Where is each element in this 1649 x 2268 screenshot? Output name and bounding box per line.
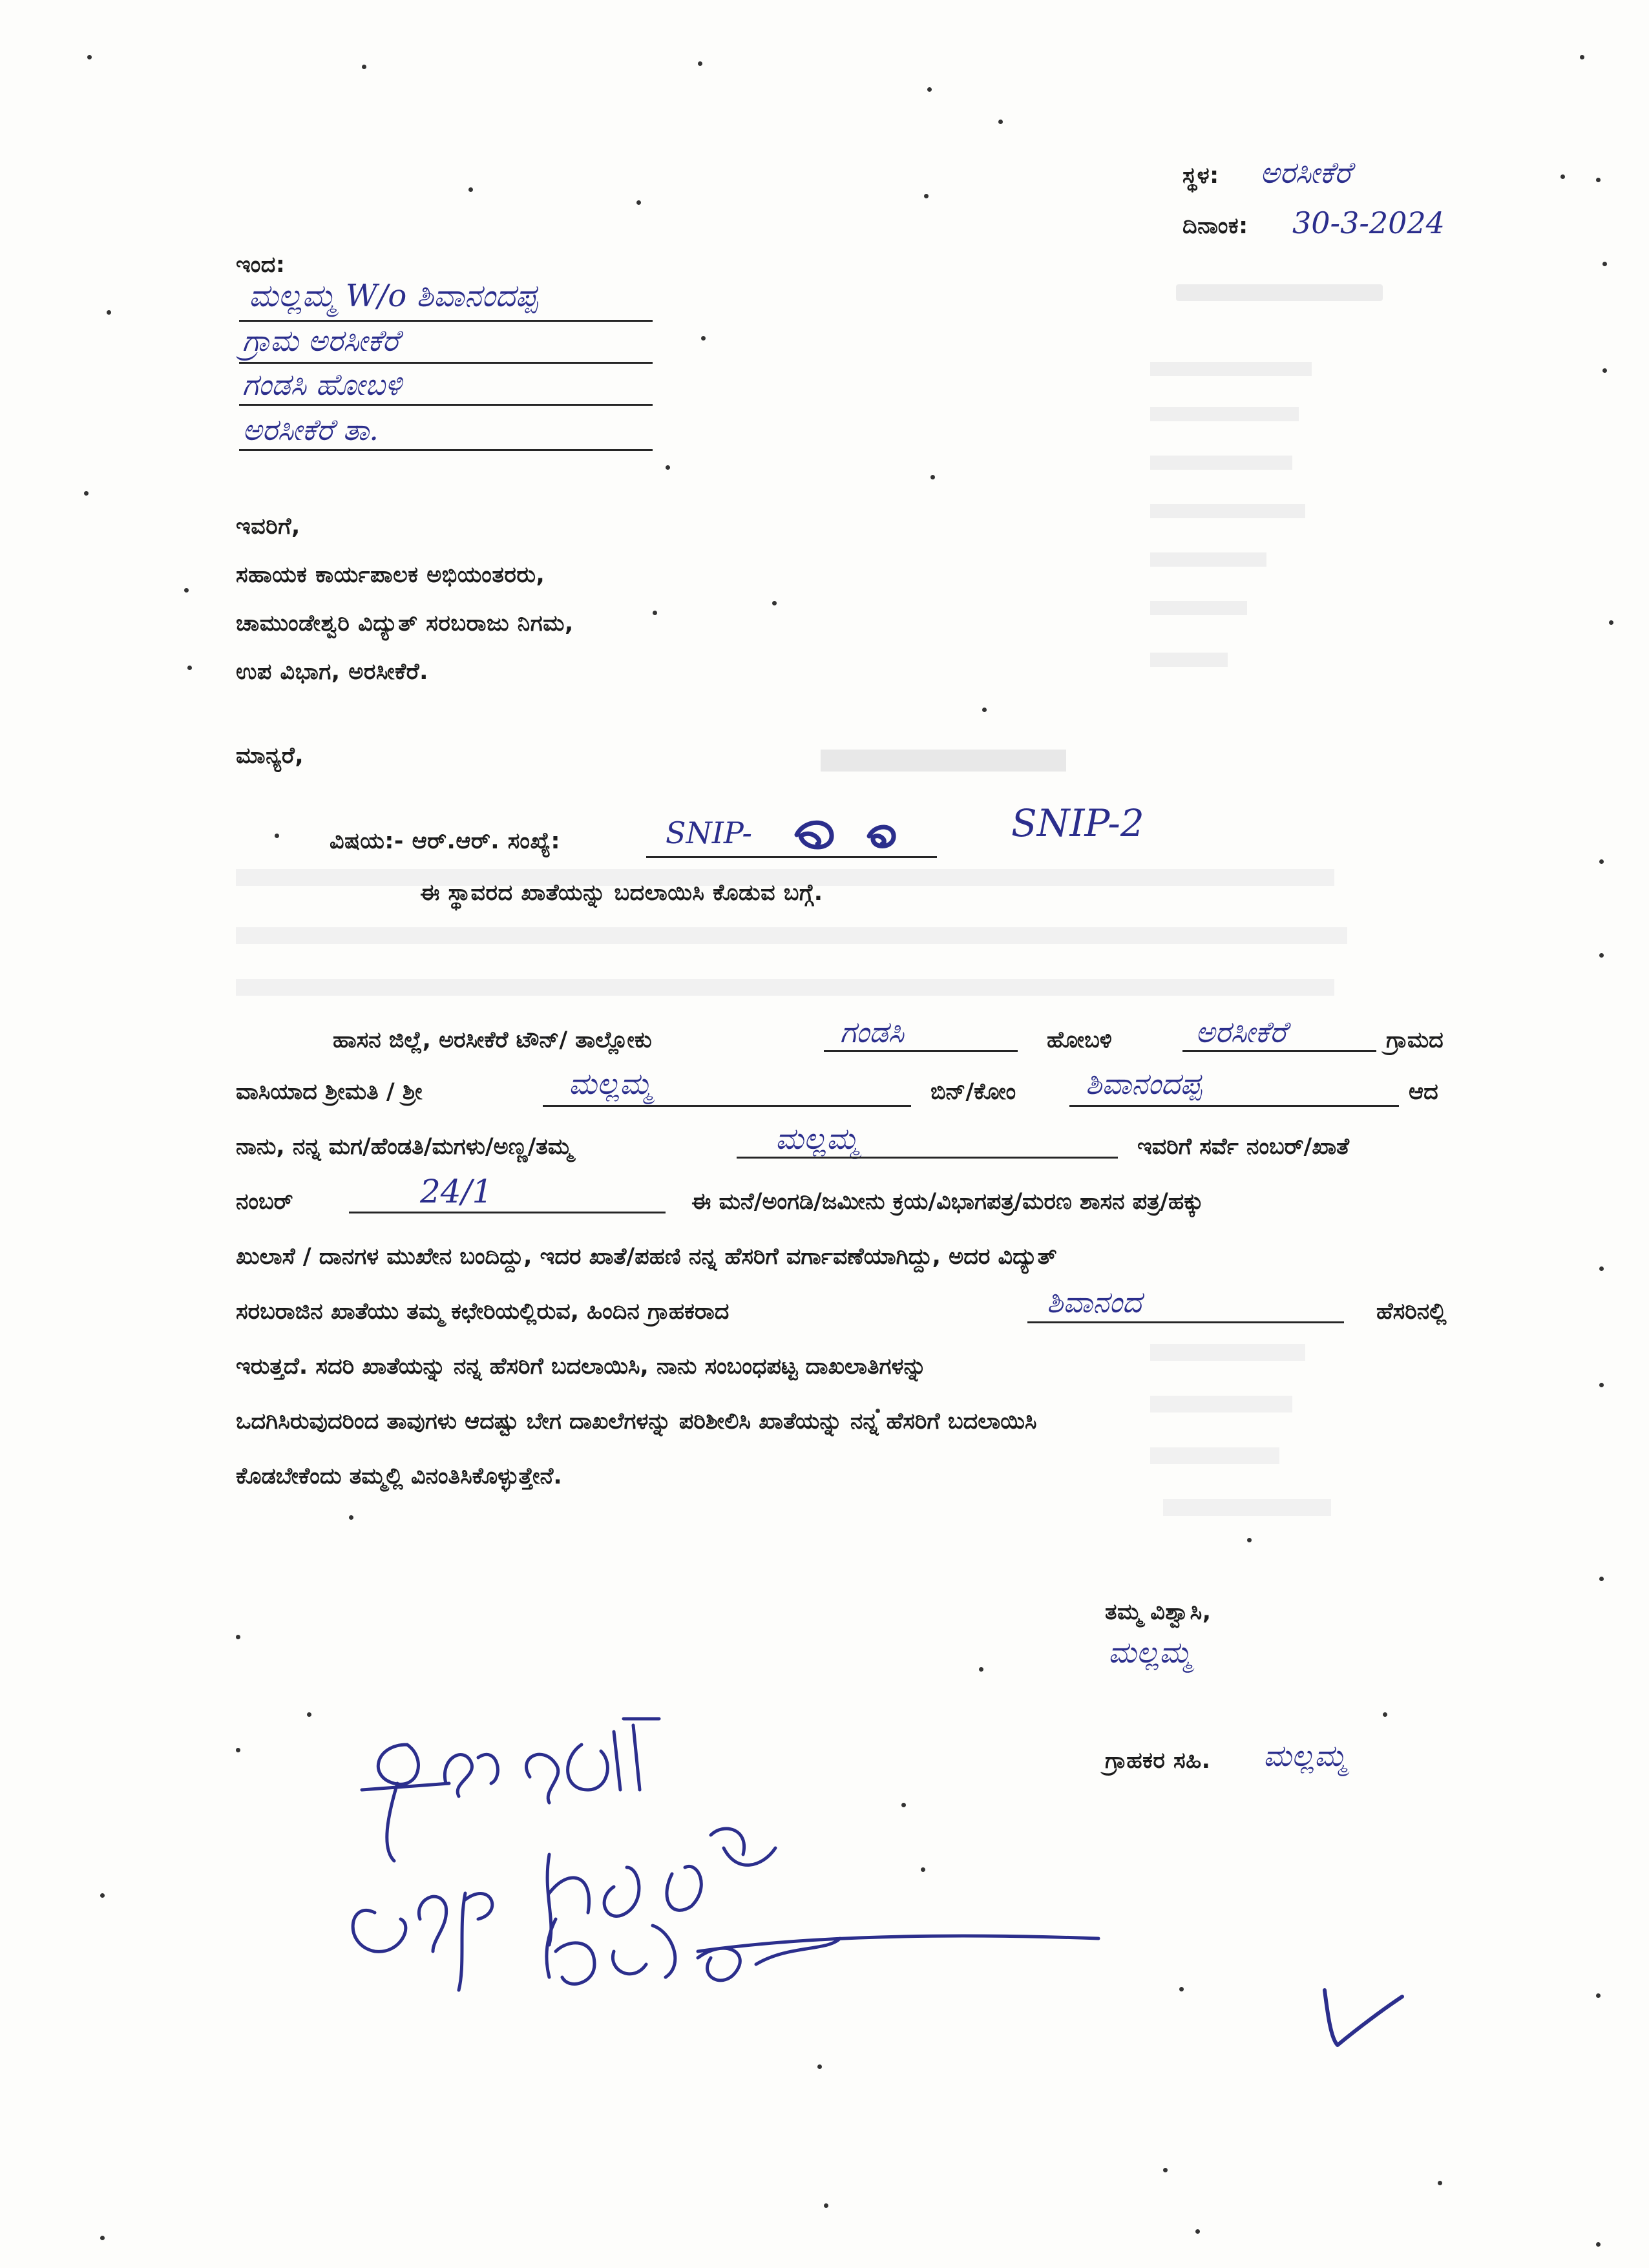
- body-line-1a: ಹಾಸನ ಜಿಲ್ಲೆ, ಅರಸೀಕೆರೆ ಟೌನ್/ ತಾಲ್ಲೋಕು: [333, 1027, 652, 1053]
- to-line-2: ಚಾಮುಂಡೇಶ್ವರಿ ವಿದ್ಯುತ್ ಸರಬರಾಜು ನಿಗಮ,: [236, 611, 574, 636]
- official-handwritten-endorsement: [336, 1706, 1111, 2016]
- place-label: ಸ್ಥಳ:: [1182, 163, 1219, 189]
- body-line-3a: ನಾನು, ನನ್ನ ಮಗ/ಹೆಂಡತಿ/ಮಗಳು/ಅಣ್ಣ/ತಮ್ಮ: [236, 1134, 572, 1160]
- body-line-1b: ಹೋಬಳಿ: [1047, 1027, 1112, 1053]
- from-underline-3: [239, 404, 653, 406]
- to-line-3: ಉಪ ವಿಭಾಗ, ಅರಸೀಕೆರೆ.: [236, 659, 428, 685]
- rr-number-corrected: SNIP-2: [1011, 801, 1144, 845]
- salutation: ಮಾನ್ಯರೆ,: [236, 743, 304, 769]
- relative-underline: [737, 1157, 1118, 1159]
- consumer-sign-value: ಮಲ್ಲಮ್ಮ: [1263, 1738, 1347, 1773]
- village-underline: [1182, 1050, 1376, 1052]
- rr-strikeout-scribble: [792, 815, 921, 854]
- from-underline-4: [239, 449, 653, 451]
- closing-signature: ಮಲ್ಲಮ್ಮ: [1108, 1635, 1192, 1670]
- body-line-6b: ಹೆಸರಿನಲ್ಲಿ: [1376, 1299, 1447, 1325]
- father-name-value: ಶಿವಾನಂದಪ್ಪ: [1086, 1066, 1202, 1101]
- place-value: ಅರಸೀಕೆರೆ: [1260, 155, 1352, 190]
- from-underline-2: [239, 362, 653, 364]
- subject-label: ವಿಷಯ:- ಆರ್.ಆರ್. ಸಂಖ್ಯೆ:: [330, 828, 561, 854]
- to-line-1: ಸಹಾಯಕ ಕಾರ್ಯಪಾಲಕ ಅಭಿಯಂತರರು,: [236, 562, 545, 588]
- previous-consumer-underline: [1027, 1321, 1344, 1323]
- to-label: ಇವರಿಗೆ,: [236, 514, 300, 540]
- name-value: ಮಲ್ಲಮ್ಮ: [569, 1066, 653, 1101]
- date-label: ದಿನಾಂಕ:: [1182, 213, 1248, 239]
- from-underline-1: [239, 320, 653, 322]
- previous-consumer-value: ಶಿವಾನಂದ: [1047, 1285, 1142, 1319]
- body-line-8: ಒದಗಿಸಿರುವುದರಿಂದ ತಾವುಗಳು ಆದಷ್ಟು ಬೇಗ ದಾಖಲೆಗಳನ್ನು ಪರಿಶೀಲಿಸಿ ಖಾತೆಯನ್ನು ನನ್ನ ಹೆಸರಿಗೆ ಬದಲಾಯಿಸಿ: [236, 1409, 1037, 1434]
- body-line-2a: ವಾಸಿಯಾದ ಶ್ರೀಮತಿ / ಶ್ರೀ: [236, 1079, 423, 1105]
- body-line-9: ಕೊಡಬೇಕೆಂದು ತಮ್ಮಲ್ಲಿ ವಿನಂತಿಸಿಕೊಳ್ಳುತ್ತೇನೆ.: [236, 1464, 562, 1489]
- from-line-1: ಮಲ್ಲಮ್ಮ W/o ಶಿವಾನಂದಪ್ಪ: [249, 278, 538, 314]
- rr-number-written: SNIP-: [666, 815, 752, 850]
- body-line-2b: ಬಿನ್/ಕೋಂ: [930, 1079, 1016, 1105]
- father-name-underline: [1069, 1105, 1399, 1107]
- from-line-2: ಗ್ರಾಮ ಅರಸೀಕೆರೆ: [242, 323, 399, 358]
- hobli-underline: [824, 1050, 1018, 1052]
- date-value: 30-3-2024: [1292, 205, 1445, 240]
- body-line-3b: ಇವರಿಗೆ ಸರ್ವೆ ನಂಬರ್/ಖಾತೆ: [1137, 1134, 1350, 1160]
- hobli-value: ಗಂಡಸಿ: [840, 1014, 904, 1049]
- subject-line-2: ಈ ಸ್ಥಾವರದ ಖಾತೆಯನ್ನು ಬದಲಾಯಿಸಿ ಕೊಡುವ ಬಗ್ಗೆ.: [420, 880, 823, 906]
- from-line-3: ಗಂಡಸಿ ಹೋಬಳಿ: [242, 367, 402, 402]
- survey-number-value: 24/1: [420, 1173, 493, 1210]
- consumer-sign-label: ಗ್ರಾಹಕರ ಸಹಿ.: [1105, 1748, 1211, 1774]
- rr-number-underline: [646, 856, 937, 858]
- from-line-4: ಅರಸೀಕೆರೆ ತಾ.: [242, 412, 379, 447]
- name-underline: [543, 1105, 911, 1107]
- body-line-4b: ಈ ಮನೆ/ಅಂಗಡಿ/ಜಮೀನು ಕ್ರಯ/ವಿಭಾಗಪತ್ರ/ಮರಣ ಶಾಸನ ಪತ್ರ/ಹಕ್ಕು: [691, 1189, 1204, 1215]
- relative-value: ಮಲ್ಲಮ್ಮ: [775, 1121, 859, 1156]
- body-line-5: ಖುಲಾಸೆ / ದಾನಗಳ ಮುಖೇನ ಬಂದಿದ್ದು, ಇದರ ಖಾತೆ/ಪಹಣಿ ನನ್ನ ಹೆಸರಿಗೆ ವರ್ಗಾವಣೆಯಾಗಿದ್ದು, ಅದರ ವಿದ್ಯುತ್: [236, 1244, 1057, 1270]
- from-label: ಇಂದ:: [236, 252, 286, 278]
- body-line-7: ಇರುತ್ತದೆ. ಸದರಿ ಖಾತೆಯನ್ನು ನನ್ನ ಹೆಸರಿಗೆ ಬದಲಾಯಿಸಿ, ನಾನು ಸಂಬಂಧಪಟ್ಟ ದಾಖಲಾತಿಗಳನ್ನು: [236, 1354, 927, 1380]
- body-line-1c: ಗ್ರಾಮದ: [1386, 1027, 1444, 1053]
- body-line-6a: ಸರಬರಾಜಿನ ಖಾತೆಯು ತಮ್ಮ ಕಛೇರಿಯಲ್ಲಿರುವ, ಹಿಂದಿನ ಗ್ರಾಹಕರಾದ: [236, 1299, 730, 1325]
- check-mark-icon: [1318, 1977, 1409, 2055]
- village-value: ಅರಸೀಕೆರೆ: [1195, 1014, 1287, 1049]
- body-line-2c: ಆದ: [1409, 1079, 1438, 1105]
- survey-number-underline: [349, 1212, 666, 1213]
- closing-label: ತಮ್ಮ ವಿಶ್ವಾಸಿ,: [1105, 1599, 1212, 1625]
- body-line-4a: ನಂಬರ್: [236, 1189, 293, 1215]
